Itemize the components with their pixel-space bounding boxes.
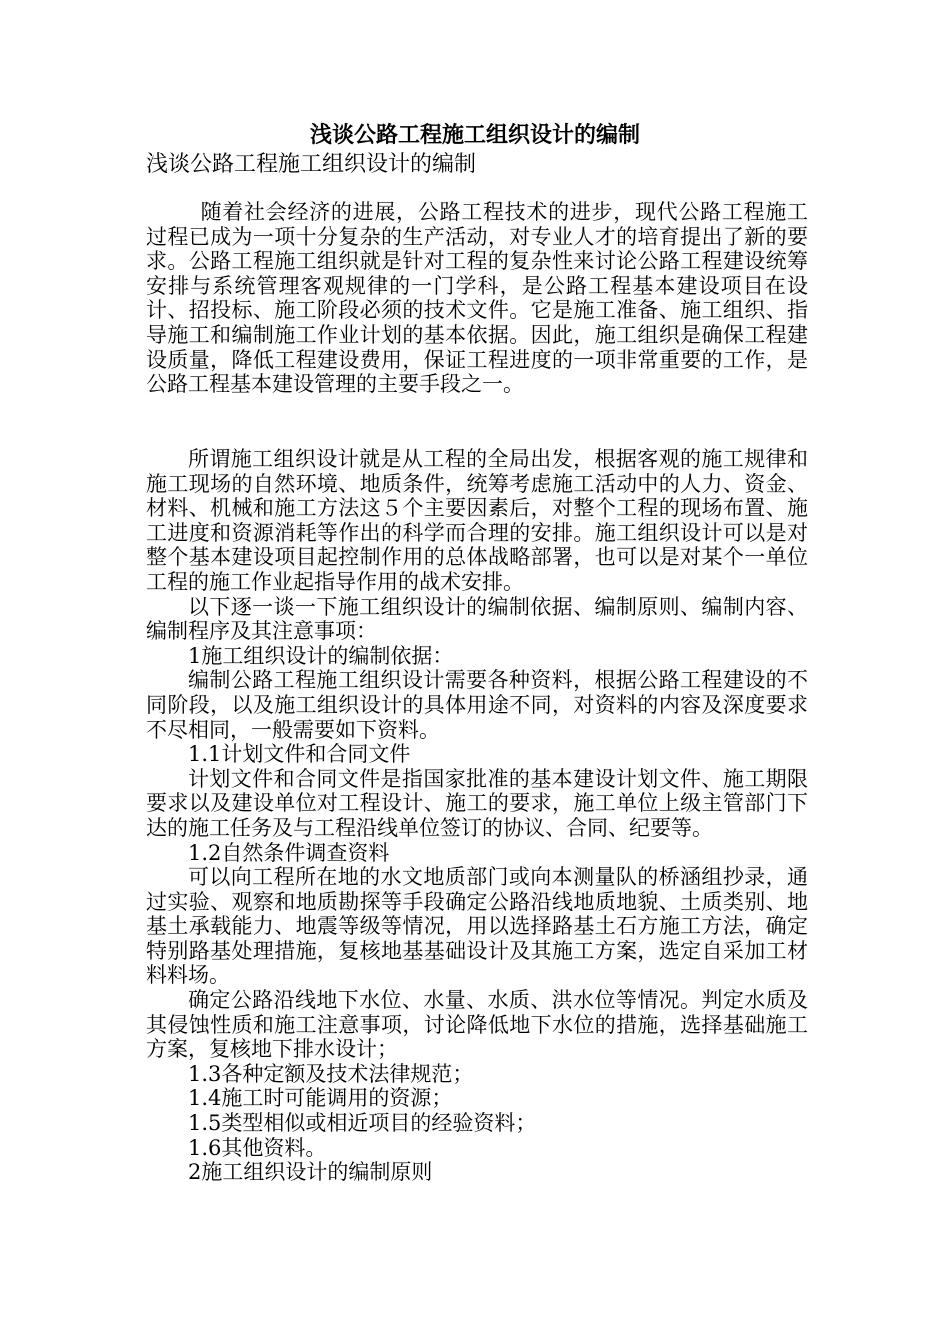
section-heading: 1.6其他资料。: [188, 1135, 327, 1160]
section-heading: 1.1计划文件和合同文件: [188, 742, 411, 767]
section-heading: 1.4施工时可能调用的资源；: [188, 1086, 453, 1111]
paragraph: 计划文件和合同文件是指国家批准的基本建设计划文件、施工期限要求以及建设单位对工程设计、施工的要求，施工单位上级主管部门下达的施工任务及与工程沿线单位签订的协议、合同、纪要等。: [146, 766, 808, 840]
paragraph: 所谓施工组织设计就是从工程的全局出发，根据客观的施工规律和施工现场的自然环境、地质条件，统筹考虑施工活动中的人力、资金、材料、机械和施工方法这５个主要因素后，对整个工程的现场布置、施工进度和资源消耗等作出的科学而合理的安排。施工组织设计可以是对整个基本建设项目起控制作用的总体战略部署，也可以是对某个一单位工程的施工作业起指导作用的战术安排。: [146, 447, 808, 594]
section-heading: 1施工组织设计的编制依据：: [188, 643, 454, 668]
document-subtitle: 浅谈公路工程施工组织设计的编制: [146, 152, 477, 177]
paragraph: 以下逐一谈一下施工组织设计的编制依据、编制原则、编制内容、编制程序及其注意事项：: [146, 594, 808, 644]
intro-section: [146, 200, 808, 397]
section-heading: 1.3各种定额及技术法律规范；: [188, 1061, 474, 1086]
paragraph: 随着社会经济的进展，公路工程技术的进步，现代公路工程施工过程已成为一项十分复杂的生产活动，对专业人才的培育提出了新的要求。公路工程施工组织就是针对工程的复杂性来讨论公路工程建设统筹安排与系统管理客观规律的一门学科，是公路工程基本建设项目在设计、招投标、施工阶段必须的技术文件。它是施工准备、施工组织、指导施工和编制施工作业计划的基本依据。因此，施工组织是确保工程建设质量，降低工程建设费用，保证工程进度的一项非常重要的工作，是公路工程基本建设管理的主要手段之一。: [146, 200, 808, 397]
document-title: 浅谈公路工程施工组织设计的编制: [309, 122, 640, 148]
section-heading: 1.5类型相似或相近项目的经验资料；: [188, 1111, 537, 1136]
section-heading: 2施工组织设计的编制原则: [188, 1160, 433, 1185]
main-section: [146, 447, 808, 1185]
paragraph: 可以向工程所在地的水文地质部门或向本测量队的桥涵组抄录，通过实验、观察和地质勘探等手段确定公路沿线地质地貌、土质类别、地基土承载能力、地震等级等情况，用以选择路基土石方施工方法，确定特别路基处理措施，复核地基基础设计及其施工方案，选定自采加工材料料场。: [146, 865, 808, 988]
paragraph: 编制公路工程施工组织设计需要各种资料，根据公路工程建设的不同阶段，以及施工组织设计的具体用途不同，对资料的内容及深度要求不尽相同，一般需要如下资料。: [146, 668, 808, 742]
paragraph: 确定公路沿线地下水位、水量、水质、洪水位等情况。判定水质及其侵蚀性质和施工注意事项，讨论降低地下水位的措施，选择基础施工方案，复核地下排水设计；: [146, 988, 808, 1062]
section-heading: 1.2自然条件调查资料: [188, 840, 390, 865]
